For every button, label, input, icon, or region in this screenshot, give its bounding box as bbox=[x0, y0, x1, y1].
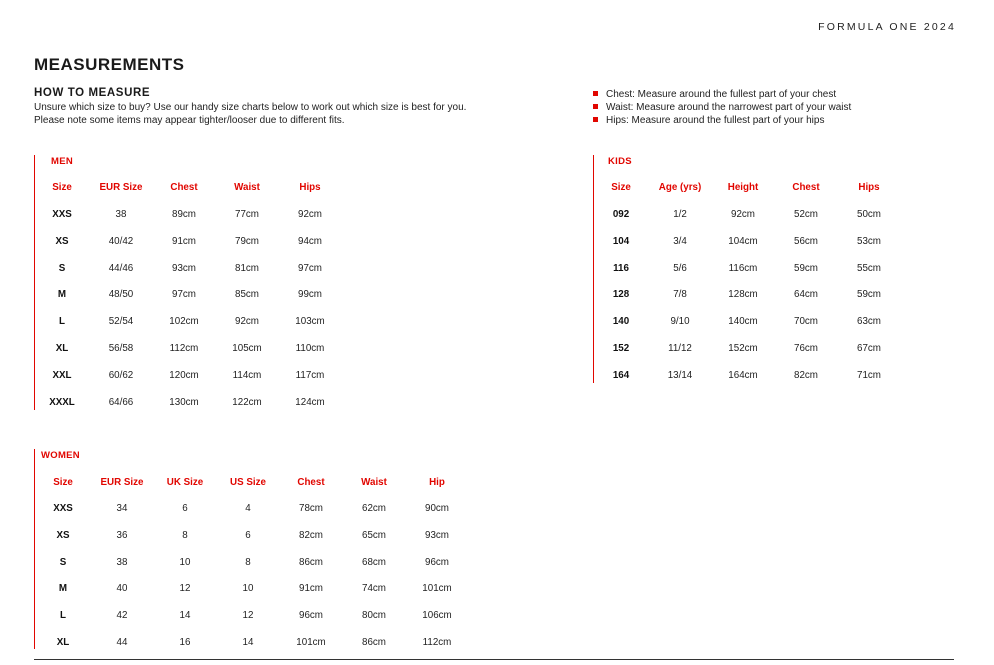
table-cell: 1/2 bbox=[673, 209, 687, 220]
table-cell: 97cm bbox=[298, 262, 322, 274]
table-cell: 71cm bbox=[857, 369, 881, 381]
table-cell: 67cm bbox=[857, 343, 881, 354]
column-header: Hips bbox=[299, 182, 321, 193]
table-cell: 53cm bbox=[857, 235, 881, 247]
tip-item bbox=[593, 114, 851, 127]
table-cell: 81cm bbox=[235, 262, 259, 274]
table-cell: 55cm bbox=[857, 262, 881, 274]
table-cell: 92cm bbox=[731, 209, 755, 220]
table-cell: 92cm bbox=[235, 316, 259, 328]
size-label-cell: XS bbox=[56, 529, 70, 541]
table-cell: 56/58 bbox=[108, 343, 134, 354]
table-cell: 64cm bbox=[794, 289, 818, 301]
table-cell: 6 bbox=[182, 503, 188, 514]
table-cell: 14 bbox=[242, 637, 254, 648]
table-cell: 90cm bbox=[425, 503, 449, 514]
table-cell: 80cm bbox=[362, 610, 386, 622]
table-cell: 86cm bbox=[299, 556, 323, 568]
table-cell: 52cm bbox=[794, 209, 818, 220]
table-cell: 63cm bbox=[857, 316, 881, 328]
brand-label: FORMULA ONE 2024 bbox=[818, 21, 956, 33]
table-cell: 44 bbox=[116, 637, 128, 648]
table-cell: 128cm bbox=[728, 289, 758, 301]
table-cell: 101cm bbox=[422, 583, 452, 595]
column-header: Age (yrs) bbox=[658, 182, 702, 193]
table-cell: 106cm bbox=[422, 610, 452, 622]
table-cell: 8 bbox=[245, 556, 251, 568]
table-cell: 11/12 bbox=[668, 343, 692, 354]
table-cell: 91cm bbox=[299, 583, 323, 595]
table-cell: 70cm bbox=[794, 316, 818, 328]
size-label-cell: 152 bbox=[612, 343, 630, 354]
table-cell: 91cm bbox=[172, 235, 196, 247]
size-label-cell: XXS bbox=[53, 503, 73, 514]
table-cell: 120cm bbox=[169, 369, 199, 381]
size-label-cell: XL bbox=[55, 343, 69, 354]
size-label-cell: S bbox=[59, 556, 67, 568]
table-cell: 42 bbox=[116, 610, 128, 622]
tip-text: Chest: Measure around the fullest part of your chest bbox=[606, 89, 837, 100]
size-label-cell: XXL bbox=[52, 369, 72, 381]
column-header: Chest bbox=[792, 182, 820, 193]
table-cell: 64/66 bbox=[108, 396, 134, 408]
size-label-cell: M bbox=[58, 583, 68, 595]
size-label-cell: XS bbox=[55, 235, 69, 247]
table-cell: 10 bbox=[242, 583, 254, 595]
size-label-cell: M bbox=[57, 289, 67, 301]
size-label-cell: 164 bbox=[612, 369, 630, 381]
table-cell: 93cm bbox=[172, 262, 196, 274]
table-cell: 164cm bbox=[728, 369, 758, 381]
table-cell: 40 bbox=[116, 583, 128, 595]
women-section-label: WOMEN bbox=[41, 450, 80, 461]
table-cell: 44/46 bbox=[108, 262, 134, 274]
table-cell: 62cm bbox=[362, 503, 386, 514]
tip-item bbox=[593, 101, 851, 114]
size-label-cell: XL bbox=[56, 637, 70, 648]
table-cell: 78cm bbox=[299, 503, 323, 514]
column-header: Chest bbox=[170, 182, 198, 193]
column-header: Waist bbox=[234, 182, 260, 193]
table-cell: 79cm bbox=[235, 235, 259, 247]
table-cell: 122cm bbox=[232, 396, 262, 408]
table-cell: 86cm bbox=[362, 637, 386, 648]
table-cell: 93cm bbox=[425, 529, 449, 541]
column-header: Hip bbox=[429, 477, 445, 488]
table-cell: 40/42 bbox=[108, 235, 134, 247]
column-header: Chest bbox=[297, 477, 325, 488]
column-header: EUR Size bbox=[99, 182, 143, 193]
tip-item bbox=[593, 88, 851, 101]
size-label-cell: L bbox=[59, 316, 65, 328]
size-label-cell: 092 bbox=[612, 209, 630, 220]
intro-line: Unsure which size to buy? Use our handy size charts below to work out which size is best for you. bbox=[34, 102, 467, 113]
size-label-cell: 128 bbox=[612, 289, 630, 301]
size-label-cell: XXS bbox=[52, 209, 72, 220]
size-label-cell: S bbox=[58, 262, 66, 274]
footer-divider bbox=[34, 659, 954, 660]
table-cell: 77cm bbox=[235, 209, 259, 220]
table-cell: 9/10 bbox=[670, 316, 690, 328]
size-label-cell: 116 bbox=[613, 262, 629, 274]
table-cell: 59cm bbox=[857, 289, 881, 301]
table-cell: 92cm bbox=[298, 209, 322, 220]
size-label-cell: L bbox=[60, 610, 66, 622]
table-cell: 112cm bbox=[422, 637, 452, 648]
table-cell: 101cm bbox=[296, 637, 326, 648]
table-cell: 74cm bbox=[362, 583, 386, 595]
table-cell: 68cm bbox=[362, 556, 386, 568]
table-cell: 82cm bbox=[299, 529, 323, 541]
table-cell: 12 bbox=[242, 610, 254, 622]
column-header: Size bbox=[53, 477, 73, 488]
table-cell: 3/4 bbox=[673, 235, 687, 247]
table-cell: 99cm bbox=[298, 289, 322, 301]
table-cell: 82cm bbox=[794, 369, 818, 381]
table-cell: 85cm bbox=[235, 289, 259, 301]
table-cell: 38 bbox=[115, 209, 127, 220]
table-cell: 89cm bbox=[172, 209, 196, 220]
page-title: MEASUREMENTS bbox=[34, 55, 185, 74]
table-cell: 140cm bbox=[728, 316, 758, 328]
table-cell: 38 bbox=[116, 556, 128, 568]
table-cell: 114cm bbox=[232, 369, 262, 381]
size-label-cell: XXXL bbox=[49, 396, 75, 408]
table-cell: 116cm bbox=[728, 262, 758, 274]
column-header: Size bbox=[611, 182, 631, 193]
kids-size-chart bbox=[593, 155, 894, 383]
column-header: Hips bbox=[858, 182, 880, 193]
table-cell: 36 bbox=[116, 529, 128, 541]
column-header: Size bbox=[52, 182, 72, 193]
table-cell: 34 bbox=[116, 503, 128, 514]
table-cell: 117cm bbox=[295, 369, 325, 381]
size-label-cell: 104 bbox=[612, 235, 630, 247]
table-cell: 102cm bbox=[169, 316, 199, 328]
bullet-square-icon bbox=[593, 117, 598, 122]
table-cell: 104cm bbox=[728, 235, 758, 247]
table-cell: 130cm bbox=[169, 396, 199, 408]
table-cell: 65cm bbox=[362, 529, 386, 541]
measuring-tips-list bbox=[593, 88, 851, 127]
column-header: UK Size bbox=[166, 477, 204, 488]
table-cell: 13/14 bbox=[667, 369, 693, 381]
table-cell: 96cm bbox=[425, 556, 449, 568]
table-cell: 152cm bbox=[728, 343, 758, 354]
women-size-chart bbox=[34, 449, 495, 649]
men-size-chart bbox=[34, 155, 395, 410]
column-header: Waist bbox=[361, 477, 387, 488]
table-cell: 60/62 bbox=[108, 369, 134, 381]
table-cell: 94cm bbox=[298, 235, 322, 247]
table-cell: 4 bbox=[245, 503, 251, 514]
table-cell: 110cm bbox=[295, 343, 325, 354]
table-cell: 103cm bbox=[295, 316, 325, 328]
table-cell: 59cm bbox=[794, 262, 818, 274]
table-cell: 14 bbox=[179, 610, 191, 622]
tip-text: Hips: Measure around the fullest part of your hips bbox=[606, 115, 825, 126]
table-cell: 12 bbox=[179, 583, 191, 595]
table-cell: 105cm bbox=[232, 343, 262, 354]
intro-line: Please note some items may appear tighter/looser due to different fits. bbox=[34, 115, 345, 126]
column-header: Height bbox=[727, 182, 759, 193]
table-cell: 112cm bbox=[169, 343, 199, 354]
table-cell: 56cm bbox=[794, 235, 818, 247]
bullet-square-icon bbox=[593, 104, 598, 109]
table-cell: 5/6 bbox=[673, 262, 687, 274]
how-to-measure-title: HOW TO MEASURE bbox=[34, 87, 151, 99]
size-label-cell: 140 bbox=[612, 316, 630, 328]
table-cell: 6 bbox=[245, 529, 251, 541]
table-cell: 10 bbox=[179, 556, 191, 568]
column-header: US Size bbox=[230, 477, 266, 488]
table-cell: 52/54 bbox=[108, 316, 134, 328]
how-to-measure-intro bbox=[34, 101, 466, 127]
table-cell: 48/50 bbox=[108, 289, 134, 301]
tip-text: Waist: Measure around the narrowest part of your waist bbox=[606, 102, 852, 113]
table-cell: 97cm bbox=[172, 289, 196, 301]
bullet-square-icon bbox=[593, 91, 598, 96]
table-cell: 76cm bbox=[794, 343, 818, 354]
table-cell: 7/8 bbox=[673, 289, 687, 301]
table-cell: 16 bbox=[179, 637, 191, 648]
table-cell: 124cm bbox=[295, 396, 325, 408]
column-header: EUR Size bbox=[100, 477, 144, 488]
men-section-label: MEN bbox=[51, 156, 74, 167]
kids-section-label: KIDS bbox=[608, 156, 632, 167]
table-cell: 8 bbox=[182, 529, 188, 541]
table-cell: 96cm bbox=[299, 610, 323, 622]
table-cell: 50cm bbox=[857, 209, 881, 220]
